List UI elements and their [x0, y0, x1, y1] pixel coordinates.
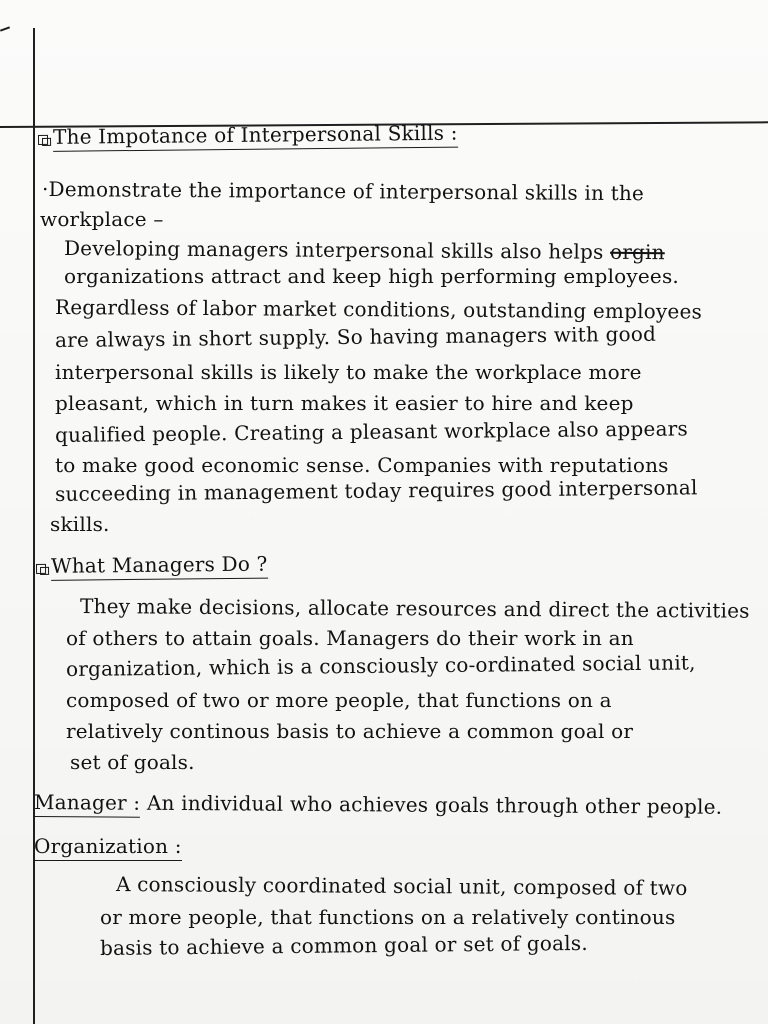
paragraph-line: to make good economic sense. Companies with reputations [55, 453, 669, 477]
paragraph-line: Regardless of labor market conditions, outstanding employees [54, 295, 703, 324]
paragraph-line: basis to achieve a common goal or set of goals. [99, 930, 588, 960]
paragraph-line: skills. [50, 512, 110, 536]
paragraph-line: They make decisions, allocate resources and direct the activities [79, 594, 750, 623]
paragraph-line: qualified people. Creating a pleasant workplace also appears [54, 416, 688, 447]
heading-text: What Managers Do ? [51, 552, 268, 581]
paragraph-line: composed of two or more people, that functions on a [66, 688, 612, 712]
paragraph-line: succeeding in management today requires good interpersonal [54, 475, 698, 506]
paragraph-text: Developing managers interpersonal skills also helps [63, 236, 611, 264]
definition-term: Manager : [34, 790, 140, 818]
paragraph-line: relatively continous basis to achieve a common goal or [66, 719, 634, 743]
paragraph-line: are always in short supply. So having managers with good [54, 321, 657, 352]
intro-line: workplace – [40, 207, 164, 231]
paragraph-line: or more people, that functions on a relatively continous [100, 905, 676, 929]
paragraph-line: A consciously coordinated social unit, composed of two [115, 872, 688, 900]
intro-line: ·Demonstrate the importance of interpersonal skills in the [41, 177, 645, 206]
paragraph-line [63, 236, 665, 265]
margin-line [33, 28, 35, 1024]
paragraph-line: set of goals. [70, 750, 195, 774]
section-heading-managers [36, 551, 268, 578]
definition-term: Organization : [34, 834, 182, 861]
paragraph-line: of others to attain goals. Managers do their work in an [66, 626, 634, 650]
paragraph-line: organizations attract and keep high performing employees. [64, 264, 679, 288]
paragraph-line: organization, which is a consciously co-ordinated social unit, [65, 650, 696, 681]
definition-manager [34, 792, 722, 817]
definition-text: An individual who achieves goals through other people. [146, 790, 723, 819]
corner-mark [0, 26, 10, 31]
square-bullet-icon [36, 562, 48, 574]
heading-text: The Impotance of Interpersonal Skills : [53, 121, 458, 152]
definition-organization-term [34, 836, 182, 856]
section-heading-interpersonal [38, 120, 458, 149]
paragraph-line: pleasant, which in turn makes it easier to hire and keep [55, 391, 634, 415]
square-bullet-icon [38, 133, 50, 145]
paragraph-line: interpersonal skills is likely to make the workplace more [55, 360, 642, 384]
struck-word: orgin [609, 239, 665, 265]
